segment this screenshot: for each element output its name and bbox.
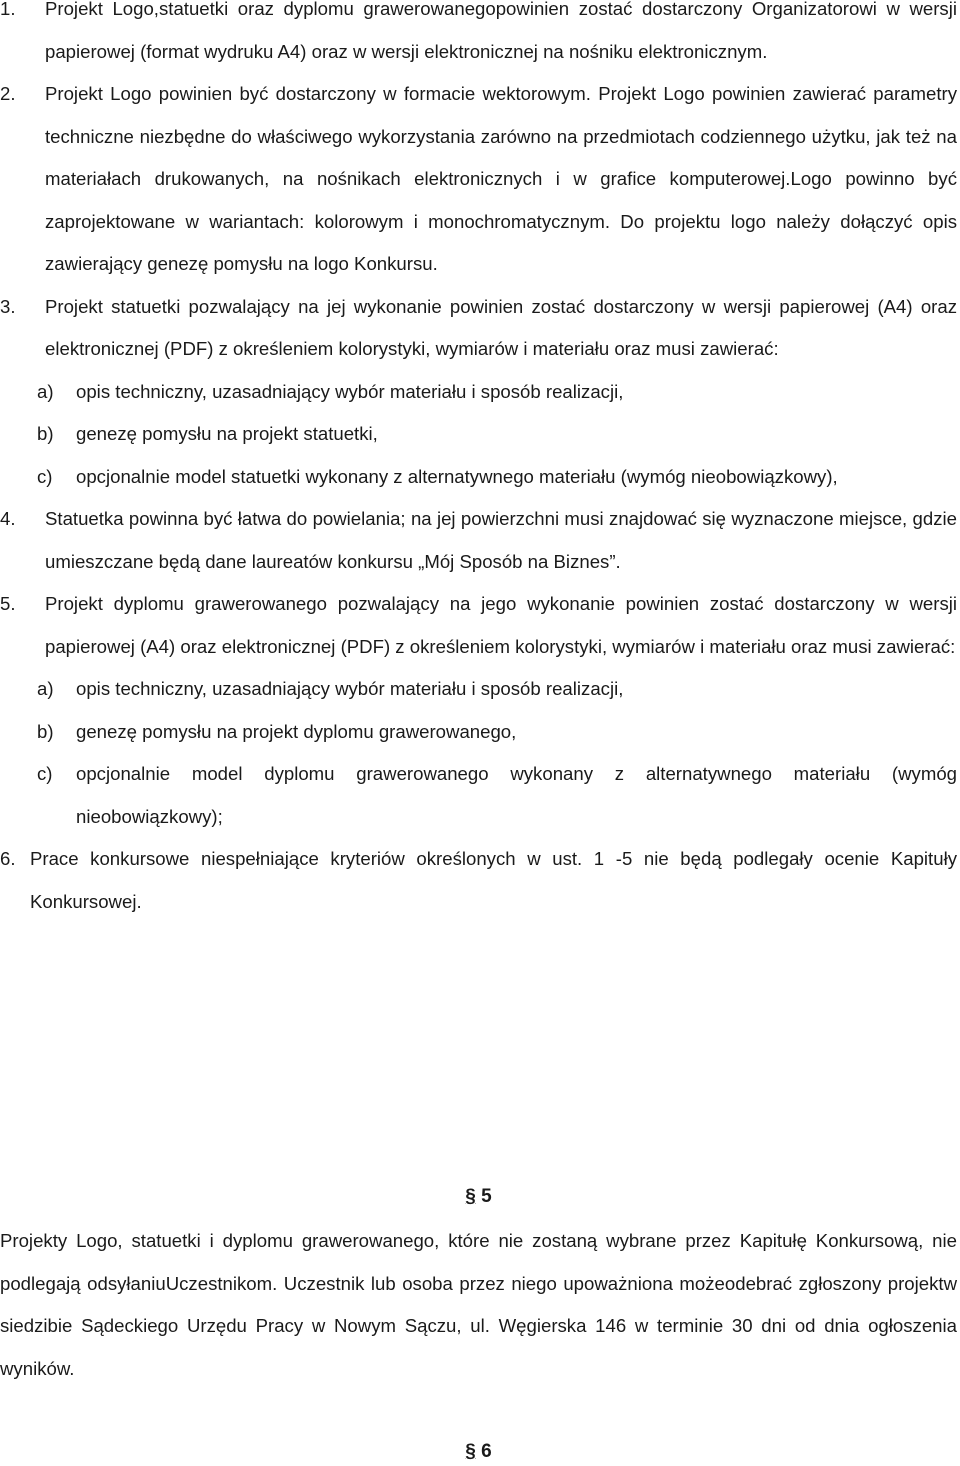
sub-item-3b [0,413,957,456]
item-number: 2. [0,83,16,104]
section-heading-5 [0,1186,957,1208]
section-number: 5 [481,1186,492,1207]
list-item-4 [0,498,957,583]
item-text: Statuetka powinna być łatwa do powielania; na jej powierzchni musi znajdować się wyznaczone miejsce, gdzie umieszczane będą dane laureatów konkursu „Mój Sposób na Biznes”. [45,508,957,572]
sub-item-letter: b) [37,423,54,444]
section-mark: § [465,1441,476,1462]
sub-item-text: opcjonalnie model statuetki wykonany z alternatywnego materiału (wymóg nieobowiązkowy), [76,465,838,487]
sub-item-5a [0,668,957,711]
item-number: 5. [0,593,16,614]
sub-item-text: genezę pomysłu na projekt dyplomu grawerowanego, [76,720,517,742]
list-item-6 [0,838,957,923]
item-number: 1. [0,0,16,19]
sub-item-letter: a) [37,380,54,402]
section-number: 6 [481,1441,492,1462]
item-text: Projekt Logo,statuetki oraz dyplomu grawerowanegopowinien zostać dostarczony Organizatorowi w wersji papierowej (format wydruku A4) oraz w wersji elektronicznej na nośniku elektronicznym. [45,0,957,62]
sub-item-3a [0,371,957,414]
list-item-3 [0,286,957,371]
sub-item-text: opis techniczny, uzasadniający wybór materiału i sposób realizacji, [76,678,624,699]
sub-item-5c [0,753,957,838]
list-item-2 [0,73,957,286]
sub-item-letter: a) [37,678,54,699]
item-text: Projekt dyplomu grawerowanego pozwalający na jego wykonanie powinien zostać dostarczony w wersji papierowej (A4) oraz elektronicznej (PDF) z określeniem kolorystyki, wymiarów i materiału oraz musi zawierać: [45,593,957,657]
sub-item-text: opcjonalnie model dyplomu grawerowanego wykonany z alternatywnego materiału (wymóg nieobowiązkowy); [76,763,957,827]
list-item-5 [0,583,957,668]
item-text: Projekt statuetki pozwalający na jej wykonanie powinien zostać dostarczony w wersji papierowej (A4) oraz elektronicznej (PDF) z określeniem kolorystyki, wymiarów i materiału oraz musi zawierać: [45,295,957,359]
sub-item-text: genezę pomysłu na projekt statuetki, [76,423,378,444]
section-mark: § [465,1186,476,1207]
sub-item-letter: c) [37,465,53,487]
section-heading-6 [0,1441,957,1463]
item-number: 3. [0,295,16,317]
item-text: Projekt Logo powinien być dostarczony w formacie wektorowym. Projekt Logo powinien zawierać parametry techniczne niezbędne do właściwego wykorzystania zarówno na przedmiotach codziennego użytku, jak też na materiałach drukowanych, na nośnikach elektronicznych i w grafice komputerowej.Logo powinno być zaprojektowane w wariantach: kolorowym i monochromatycznym. Do projektu logo należy dołączyć opis zawierający genezę pomysłu na logo Konkursu. [45,83,957,274]
sub-item-letter: b) [37,720,54,742]
list-item-1 [0,0,957,73]
item-number: 4. [0,508,16,529]
item-number: 6. [0,848,16,869]
sub-item-5b [0,711,957,754]
sub-item-text: opis techniczny, uzasadniający wybór materiału i sposób realizacji, [76,380,624,402]
sub-item-3c [0,456,957,499]
sub-item-letter: c) [37,763,53,784]
section-5-paragraph: Projekty Logo, statuetki i dyplomu grawerowanego, które nie zostaną wybrane przez Kapitułę Konkursową, nie podlegają odsyłaniuUczestnikom. Uczestnik lub osoba przez niego upoważniona możeodebrać zgłoszony projektw siedzibie Sądeckiego Urzędu Pracy w Nowym Sączu, ul. Węgierska 146 w terminie 30 dni od dnia ogłoszenia wyników. [0,1230,957,1379]
item-text: Prace konkursowe niespełniające kryteriów określonych w ust. 1 -5 nie będą podlegały ocenie Kapituły Konkursowej. [30,848,957,912]
